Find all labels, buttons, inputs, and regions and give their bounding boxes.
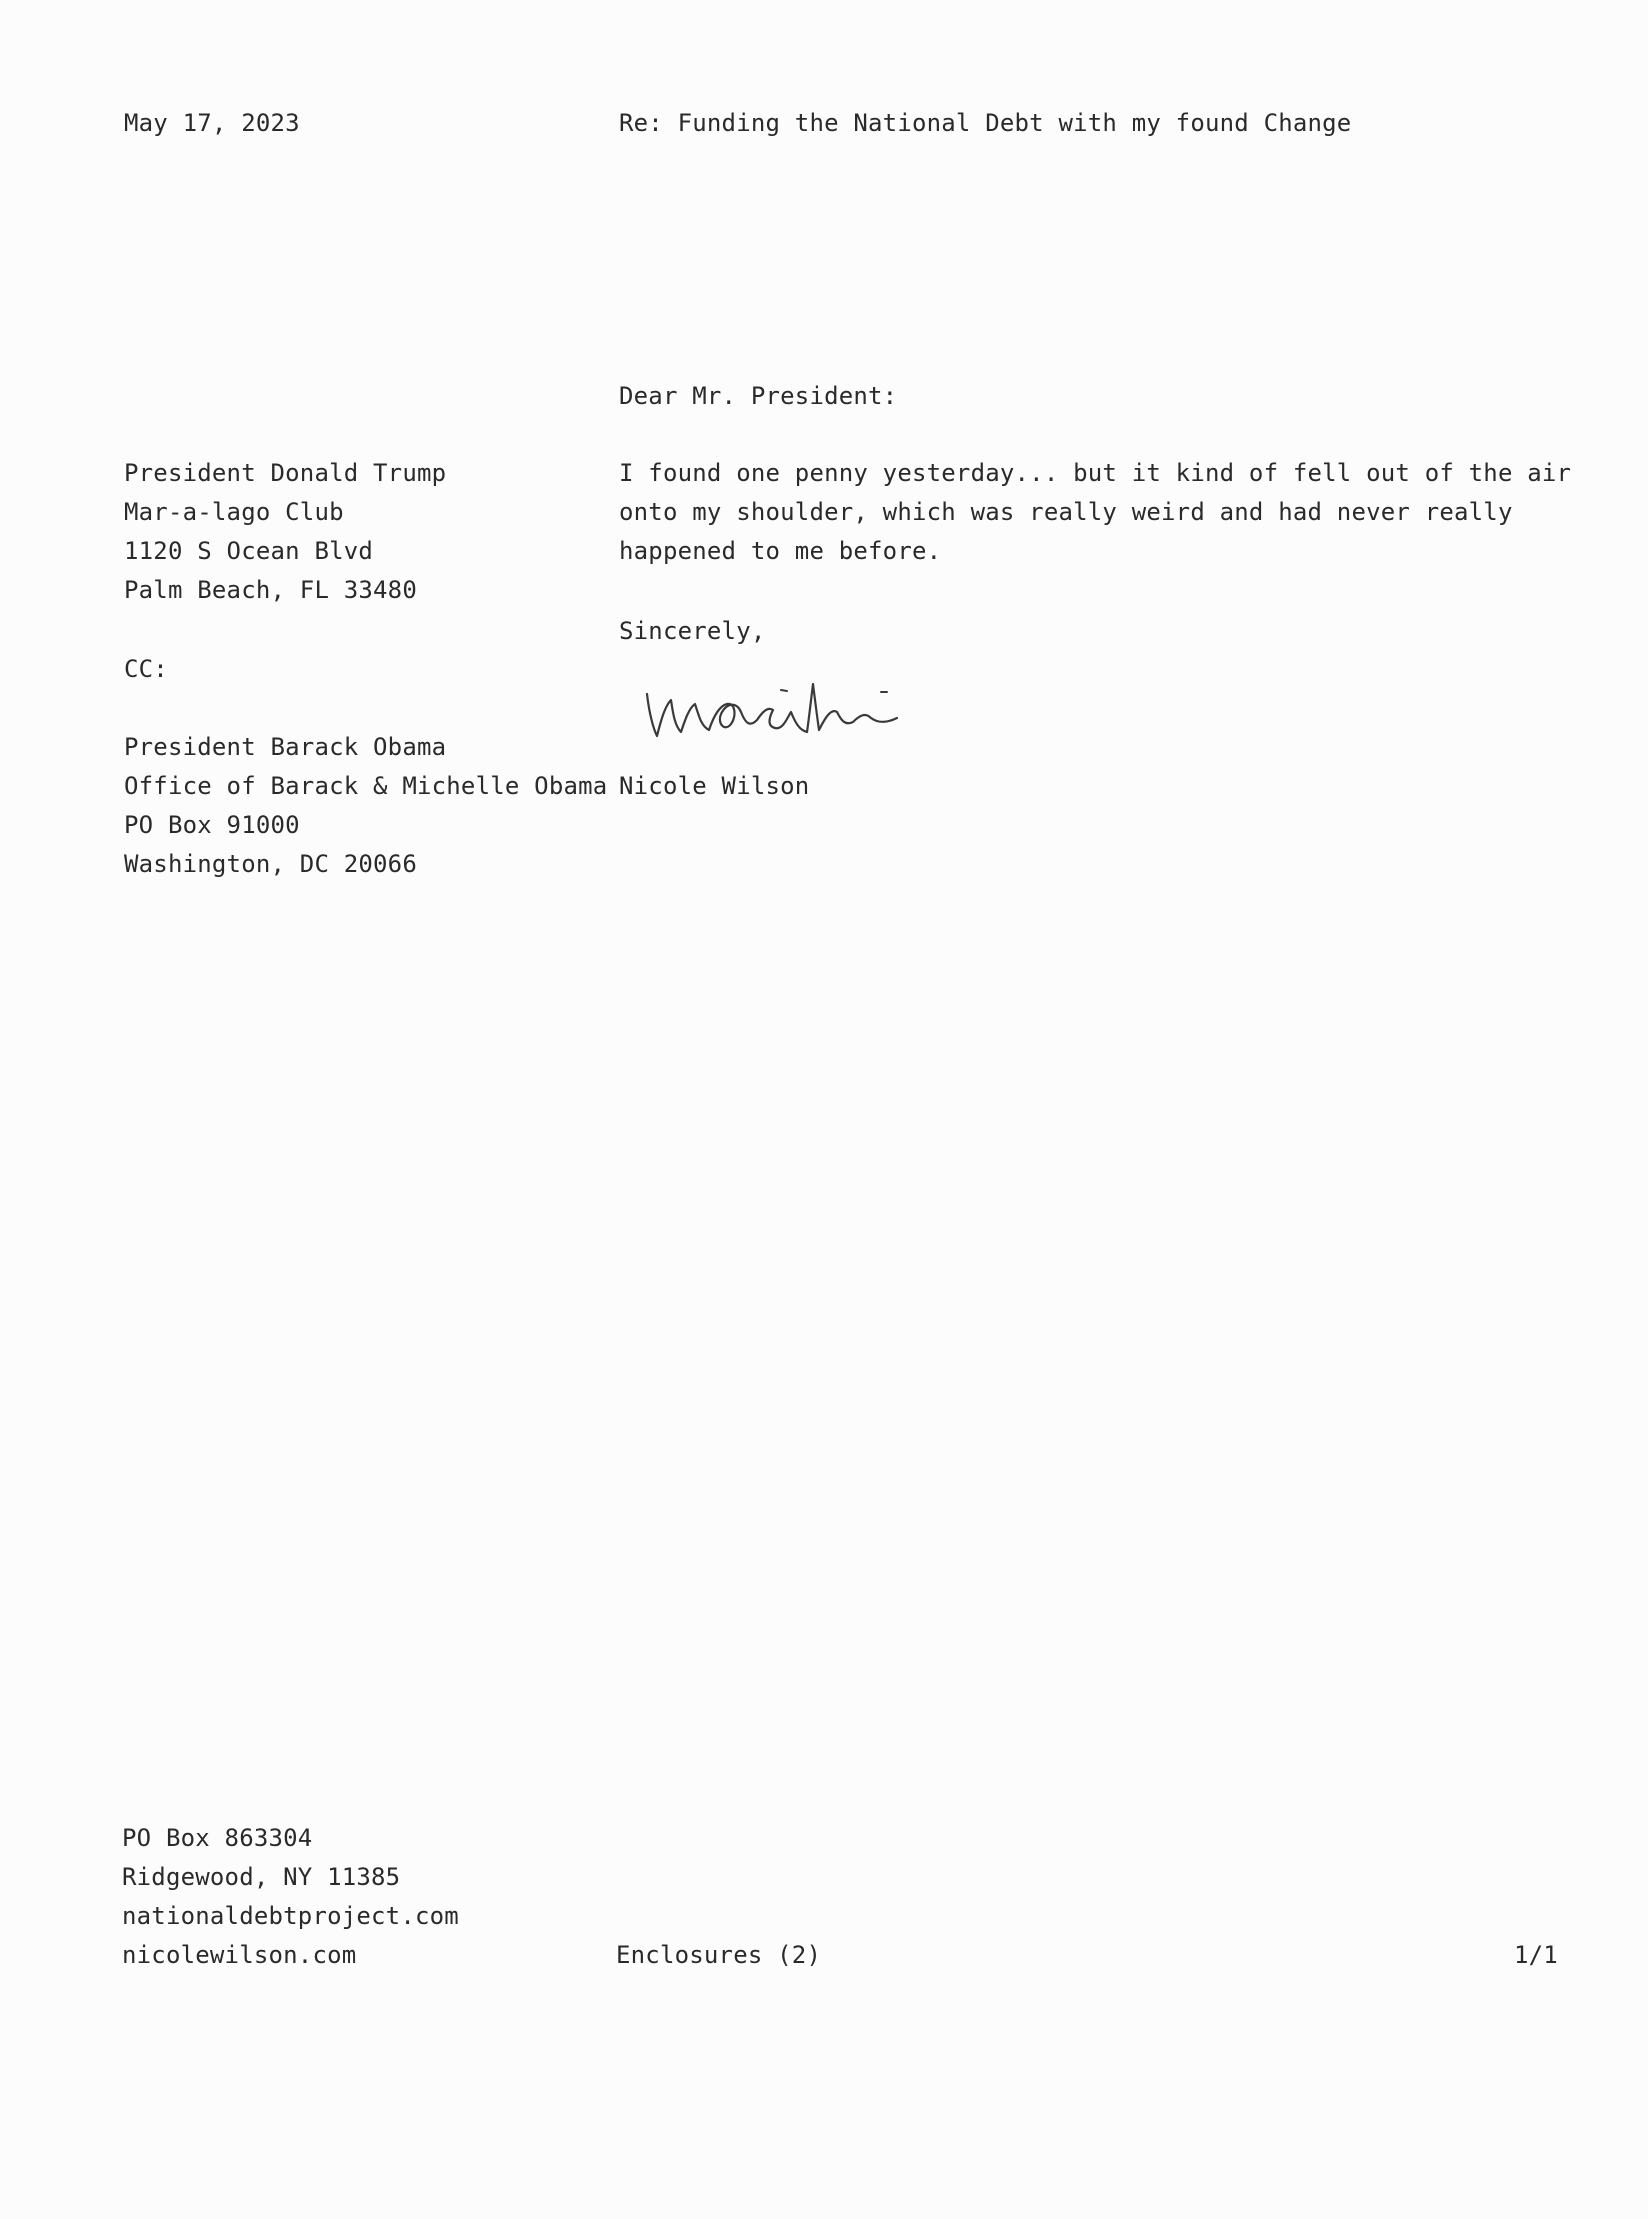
letter-date: May 17, 2023	[124, 109, 300, 137]
letter-subject: Re: Funding the National Debt with my found Change	[619, 109, 1352, 137]
footer-city: Ridgewood, NY 11385	[122, 1863, 401, 1891]
cc-name: President Barack Obama	[124, 733, 447, 761]
enclosures-note: Enclosures (2)	[616, 1941, 822, 1969]
footer-contact	[122, 1819, 459, 1975]
closing: Sincerely,	[619, 617, 766, 645]
cc-label: CC:	[124, 655, 168, 683]
recipient-street: 1120 S Ocean Blvd	[124, 537, 374, 565]
body-line: onto my shoulder, which was really weird and had never really	[619, 498, 1513, 526]
cc-org: Office of Barack & Michelle Obama	[124, 772, 608, 800]
salutation: Dear Mr. President:	[619, 382, 898, 410]
recipient-org: Mar-a-lago Club	[124, 498, 344, 526]
letter-body	[619, 454, 1571, 571]
signer-name: Nicole Wilson	[619, 772, 810, 800]
signature-image	[641, 660, 971, 760]
cc-address	[124, 728, 607, 884]
footer-website[interactable]: nationaldebtproject.com	[122, 1902, 459, 1930]
body-line: happened to me before.	[619, 537, 942, 565]
cc-street: PO Box 91000	[124, 811, 300, 839]
recipient-address	[124, 454, 446, 610]
footer-po-box: PO Box 863304	[122, 1824, 313, 1852]
footer-website[interactable]: nicolewilson.com	[122, 1941, 357, 1969]
recipient-name: President Donald Trump	[124, 459, 447, 487]
cc-city: Washington, DC 20066	[124, 850, 417, 878]
body-line: I found one penny yesterday... but it kind of fell out of the air	[619, 459, 1572, 487]
page-number: 1/1	[1514, 1941, 1558, 1969]
recipient-city: Palm Beach, FL 33480	[124, 576, 417, 604]
